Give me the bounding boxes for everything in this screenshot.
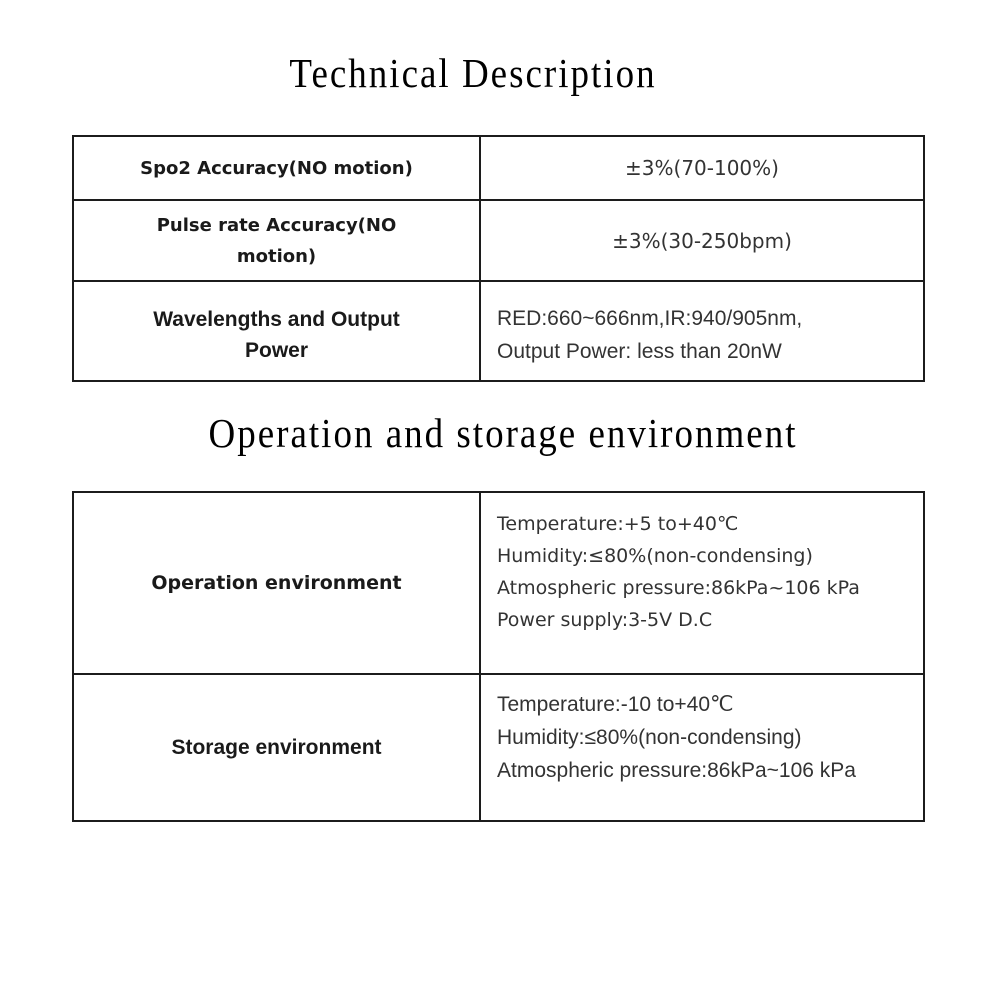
spec-value-cell	[480, 674, 924, 821]
value-line: ±3%(70-100%)	[625, 156, 779, 180]
value-line: Humidity:≤80%(non-condensing)	[497, 726, 802, 749]
value-line: Atmospheric pressure:86kPa~106 kPa	[497, 577, 860, 599]
spec-label-cell	[73, 281, 480, 381]
value-line: Temperature:+5 to+40℃	[497, 513, 739, 535]
spec-value-cell	[480, 492, 924, 674]
value-line: Atmospheric pressure:86kPa~106 kPa	[497, 759, 856, 782]
spec-label-cell	[73, 200, 480, 281]
operation-storage-title: Operation and storage environment	[208, 411, 798, 458]
table-row	[73, 136, 924, 200]
table-row	[73, 281, 924, 381]
spec-label-cell	[73, 674, 480, 821]
value-line: RED:660~666nm,IR:940/905nm,	[497, 306, 803, 330]
technical-description-table	[72, 135, 925, 382]
spec-value-cell	[480, 136, 924, 200]
label-line: Power	[244, 338, 309, 362]
table-row	[73, 200, 924, 281]
spec-value-cell	[480, 200, 924, 281]
label-line: Wavelengths and Output	[153, 307, 400, 331]
value-line: ±3%(30-250bpm)	[612, 228, 792, 253]
value-line: Output Power: less than 20nW	[497, 339, 782, 363]
spec-label-cell	[73, 492, 480, 674]
value-line: Power supply:3-5V D.C	[497, 609, 713, 631]
label-line: Pulse rate Accuracy(NO	[156, 214, 397, 236]
value-line: Temperature:-10 to+40℃	[497, 693, 734, 716]
table-row	[73, 674, 924, 821]
table-row	[73, 492, 924, 674]
label-line: Spo2 Accuracy(NO motion)	[140, 157, 413, 179]
spec-value-cell	[480, 281, 924, 381]
label-line: motion)	[236, 245, 317, 267]
label-line: Storage environment	[171, 736, 382, 759]
environment-table	[72, 491, 925, 822]
technical-description-title: Technical Description	[289, 51, 657, 98]
spec-label-cell	[73, 136, 480, 200]
value-line: Humidity:≤80%(non-condensing)	[497, 545, 813, 567]
label-line: Operation environment	[151, 571, 402, 594]
